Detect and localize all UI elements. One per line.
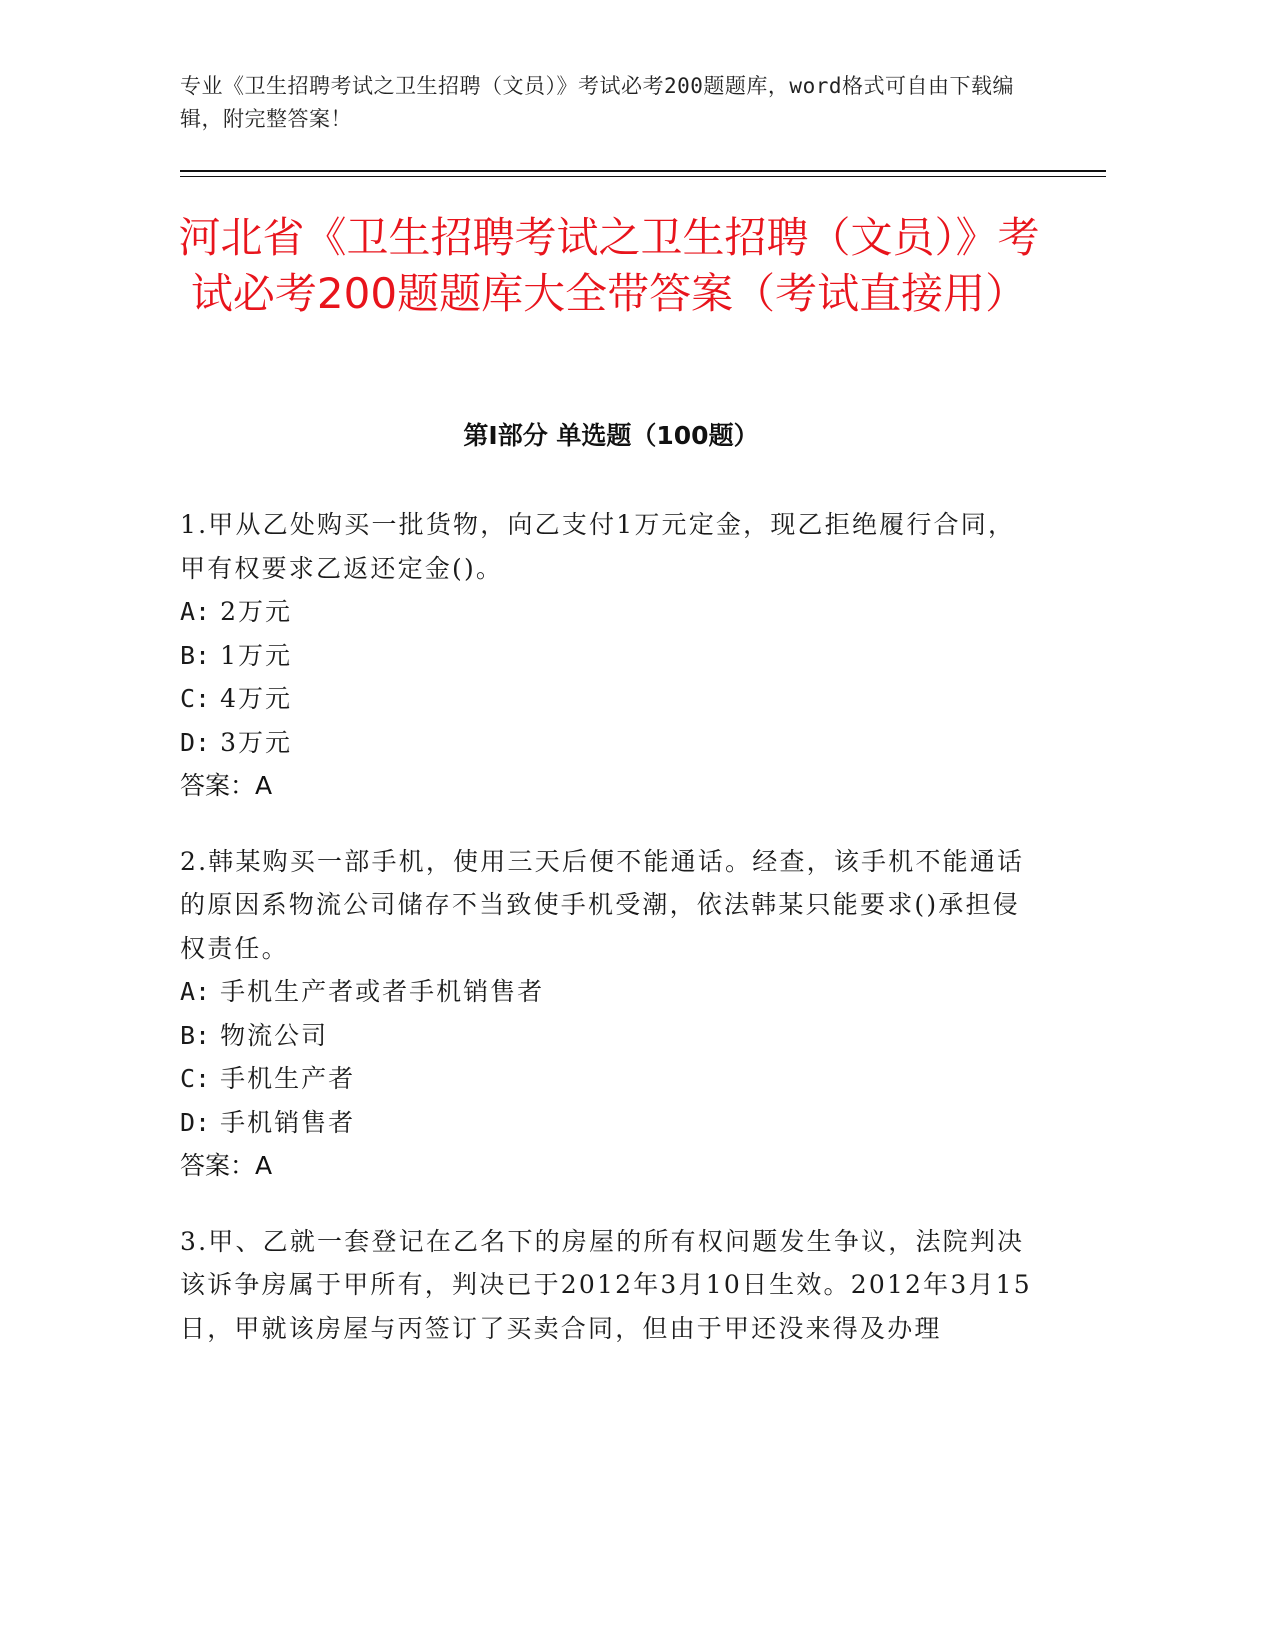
question-2 — [180, 840, 1040, 1188]
option-text: 手机生产者或者手机销售者 — [220, 977, 545, 1006]
option-text: 手机生产者 — [220, 1064, 356, 1093]
section-title: 第Ⅰ部分 单选题（100题） — [463, 421, 759, 450]
option-b — [180, 1014, 1040, 1058]
option-text: 3万元 — [220, 727, 292, 757]
option-letter: C: — [180, 1064, 211, 1093]
question-stem: 2.韩某购买一部手机，使用三天后便不能通话。经查，该手机不能通话的原因系物流公司储存不当致使手机受潮，依法韩某只能要求()承担侵权责任。 — [180, 846, 1025, 963]
question-stem: 3.甲、乙就一套登记在乙名下的房屋的所有权问题发生争议，法院判决该诉争房属于甲所有，判决已于2012年3月10日生效。2012年3月15日，甲就该房屋与丙签订了买卖合同，但由于甲还没来得及办理 — [180, 1226, 1032, 1343]
question-3 — [180, 1220, 1040, 1351]
option-d — [180, 1101, 1040, 1145]
option-letter: B: — [180, 640, 211, 670]
question-list — [180, 503, 1040, 1382]
option-letter: C: — [180, 684, 211, 713]
option-b — [180, 634, 1040, 678]
option-text: 手机销售者 — [220, 1107, 356, 1137]
header-divider-thin — [180, 176, 1106, 177]
document-title: 河北省《卫生招聘考试之卫生招聘（文员）》考试必考200题题库大全带答案（考试直接用） — [178, 213, 1040, 318]
option-text: 4万元 — [220, 684, 292, 713]
option-letter: D: — [180, 727, 211, 757]
option-a — [180, 970, 1040, 1014]
answer-line: 答案：A — [180, 771, 273, 800]
option-d — [180, 721, 1040, 765]
question-stem: 1.甲从乙处购买一批货物，向乙支付1万元定金，现乙拒绝履行合同，甲有权要求乙返还定金()。 — [180, 510, 1016, 583]
option-letter: B: — [180, 1020, 211, 1050]
option-letter: A: — [180, 597, 211, 626]
option-letter: A: — [180, 977, 211, 1006]
answer-line: 答案：A — [180, 1151, 273, 1180]
header-divider-thick — [180, 170, 1106, 172]
option-text: 2万元 — [220, 597, 292, 626]
header-note: 专业《卫生招聘考试之卫生招聘（文员）》考试必考200题题库，word格式可自由下载编辑，附完整答案！ — [180, 74, 1014, 131]
option-letter: D: — [180, 1107, 211, 1137]
option-text: 物流公司 — [220, 1020, 329, 1050]
option-c — [180, 677, 1040, 721]
option-c — [180, 1057, 1040, 1101]
question-1 — [180, 503, 1040, 808]
option-text: 1万元 — [220, 640, 292, 670]
option-a — [180, 590, 1040, 634]
